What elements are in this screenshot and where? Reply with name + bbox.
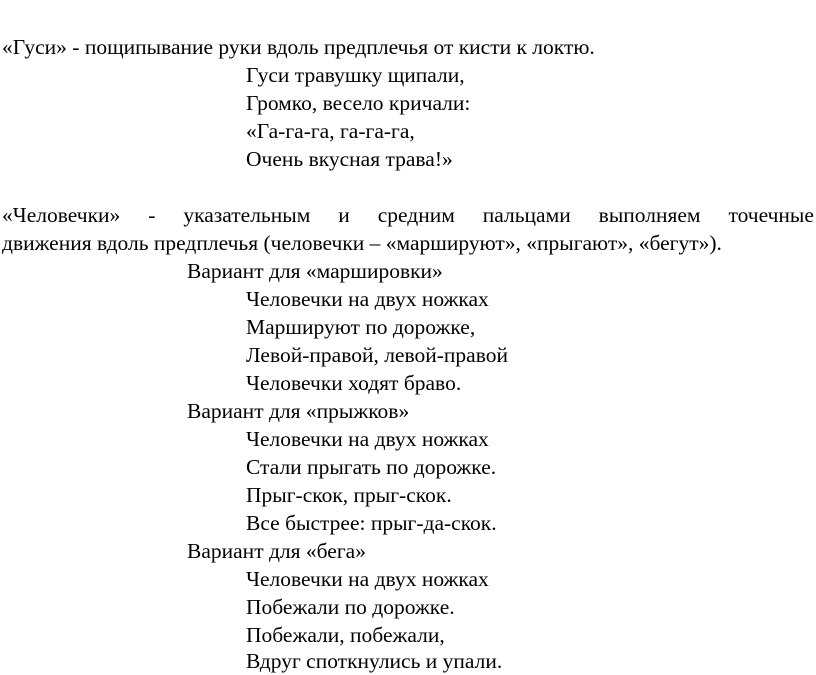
variant-verse-line: Побежали, побежали, [246,623,445,647]
geese-intro: «Гуси» - пощипывание руки вдоль предплечья от кисти к локтю. [2,35,595,59]
intro-word: выполняем [598,203,701,227]
variant-title: Вариант для «прыжков» [187,399,410,423]
geese-verse-line: Очень вкусная трава!» [246,147,453,171]
geese-verse-line: Гуси травушку щипали, [246,63,465,87]
variant-title: Вариант для «маршировки» [187,259,443,283]
variant-verse-line: Человечки на двух ножках [246,287,489,311]
geese-verse-line: «Га-га-га, га-га-га, [246,119,415,143]
intro-word: «Человечки» [2,203,121,227]
variant-verse-line: Человечки на двух ножках [246,427,489,451]
variant-verse-line: Побежали по дорожке. [246,595,455,619]
geese-verse-line: Громко, весело кричали: [246,91,471,115]
intro-word: - [148,203,156,227]
variant-verse-line: Стали прыгать по дорожке. [246,455,497,479]
variant-verse-line: Человечки ходят браво. [246,371,462,395]
intro-word: точечные [728,203,814,227]
intro-word: и [338,203,350,227]
variant-verse-line: Все быстрее: прыг-да-скок. [246,511,497,535]
variant-verse-line: Левой-правой, левой-правой [246,343,508,367]
intro-word: пальцами [482,203,571,227]
variant-verse-line: Человечки на двух ножках [246,567,489,591]
intro-word: средним [377,203,455,227]
intro-word: указательным [183,203,311,227]
little-men-intro-line2: движения вдоль предплечья (человечки – «маршируют», «прыгают», «бегут»). [2,231,722,255]
variant-verse-line: Маршируют по дорожке, [246,315,476,339]
little-men-intro-line1 [2,201,814,229]
variant-title: Вариант для «бега» [187,539,366,563]
variant-verse-line: Прыг-скок, прыг-скок. [246,483,452,507]
variant-verse-line: Вдруг споткнулись и упали. [246,649,503,673]
